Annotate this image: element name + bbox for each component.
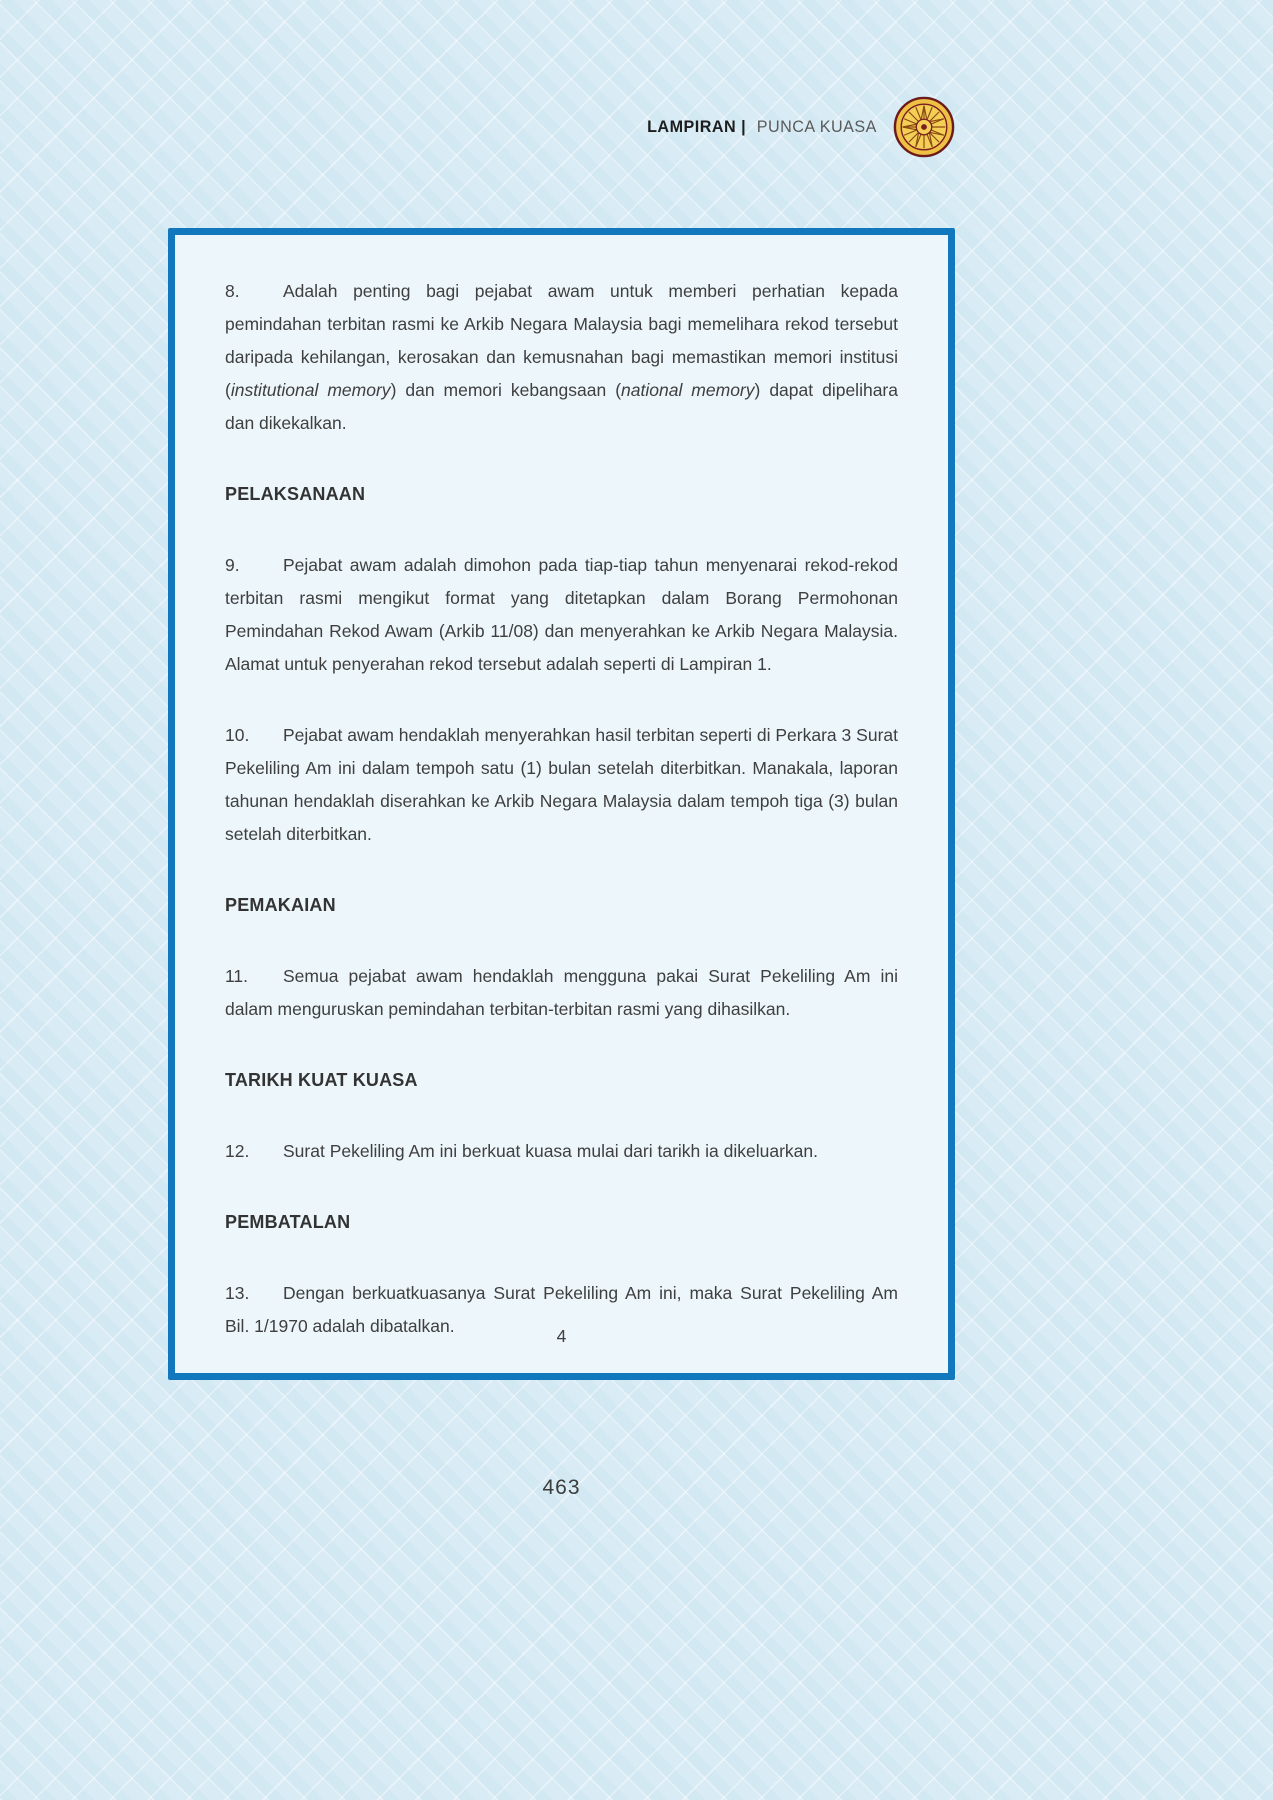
body-paragraph [225,549,898,681]
paragraph-text: Semua pejabat awam hendaklah mengguna pakai Surat Pekeliling Am ini dalam menguruskan pemindahan terbitan-terbitan rasmi yang dihasilkan. [225,966,898,1019]
section-heading: PEMAKAIAN [225,895,336,915]
section-heading: PEMBATALAN [225,1212,351,1232]
paragraph-text: Dengan berkuatkuasanya Surat Pekeliling Am ini, maka Surat Pekeliling Am Bil. 1/1970 adalah dibatalkan. [225,1283,898,1336]
header-label-punca-kuasa: PUNCA KUASA [756,117,877,136]
inner-page-number: 4 [556,1326,567,1346]
paragraph-text: ) dapat dipelihara dan dikekalkan. [225,380,898,433]
body-paragraph [225,275,898,440]
body-paragraph [225,1135,898,1168]
paragraph-text: Pejabat awam adalah dimohon pada tiap-tiap tahun menyenarai rekod-rekod terbitan rasmi mengikut format yang ditetapkan dalam Borang Permohonan Pemindahan Rekod Awam (Arkib 11/08) dan menyerahkan ke Arkib Negara Malaysia. Alamat untuk penyerahan rekod tersebut adalah seperti di Lampiran 1. [225,555,898,674]
paragraph-text: Surat Pekeliling Am ini berkuat kuasa mulai dari tarikh ia dikeluarkan. [283,1141,818,1161]
header-label [647,117,877,137]
content-box [168,228,955,1380]
paragraph-number: 10. [225,725,250,745]
section-heading: TARIKH KUAT KUASA [225,1070,418,1090]
paragraph-text: Pejabat awam hendaklah menyerahkan hasil terbitan seperti di Perkara 3 Surat Pekeliling Am ini dalam tempoh satu (1) bulan setelah diterbitkan. Manakala, laporan tahunan hendaklah diserahkan ke Arkib Negara Malaysia dalam tempoh tiga (3) bulan setelah diterbitkan. [225,725,898,844]
body-paragraph [225,960,898,1026]
paragraph-number: 9. [225,555,240,575]
paragraph-text: Adalah penting bagi pejabat awam untuk memberi perhatian kepada pemindahan terbitan rasmi ke Arkib Negara Malaysia bagi memelihara rekod tersebut daripada kehilangan, kerosakan dan kemusnahan bagi memastikan memori institusi ( [225,281,898,400]
document-blocks [225,275,898,1343]
section-heading: PELAKSANAAN [225,484,366,504]
header-label-lampiran: LAMPIRAN | [647,117,747,136]
paragraph-number: 11. [225,966,249,986]
paragraph-number: 12. [225,1141,250,1161]
paragraph-number: 13. [225,1283,250,1303]
gold-seal-emblem-icon [893,96,955,158]
paragraph-number: 8. [225,281,240,301]
body-paragraph [225,719,898,851]
page-header [635,96,955,158]
paragraph-text-italic: institutional memory [230,380,391,400]
paragraph-text: ) dan memori kebangsaan ( [390,380,622,400]
paragraph-text-italic: national memory [621,380,755,400]
outer-page-number: 463 [542,1476,581,1499]
